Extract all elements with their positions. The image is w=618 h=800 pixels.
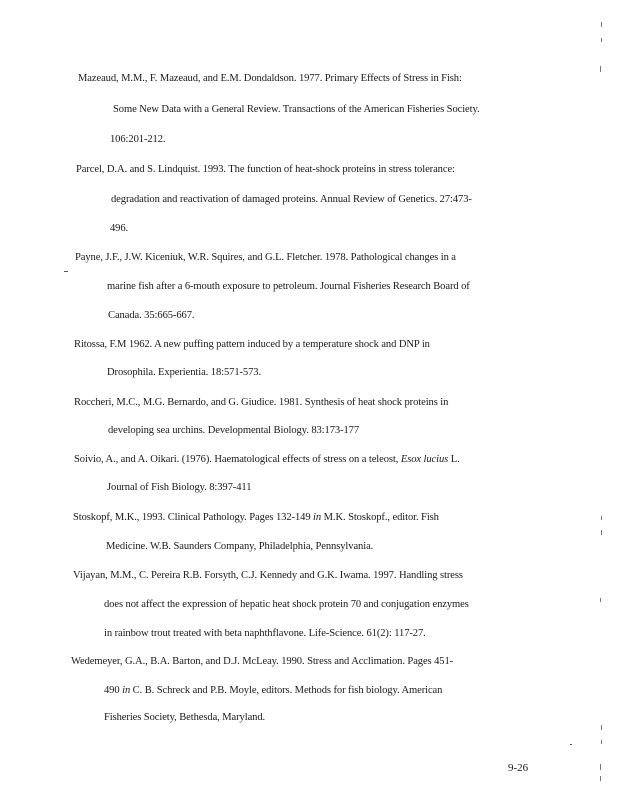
reference-line xyxy=(74,453,460,466)
page-number: 9-26 xyxy=(508,762,529,774)
scan-mark xyxy=(601,516,602,520)
reference-line: Parcel, D.A. and S. Lindquist. 1993. The function of heat-shock proteins in stress tolerance: xyxy=(76,163,455,175)
reference-text: C. B. Schreck and P.B. Moyle, editors. Methods for fish biology. American xyxy=(130,684,443,696)
reference-line: Medicine. W.B. Saunders Company, Philadelphia, Pennsylvania. xyxy=(106,540,374,552)
reference-text: in xyxy=(313,511,322,523)
reference-line: 496. xyxy=(110,222,129,234)
reference-line: Wedemeyer, G.A., B.A. Barton, and D.J. McLeay. 1990. Stress and Acclimation. Pages 451- xyxy=(71,655,454,667)
scan-mark xyxy=(600,764,601,770)
reference-line: Payne, J.F., J.W. Kiceniuk, W.R. Squires, and G.L. Fletcher. 1978. Pathological changes in a xyxy=(75,251,456,263)
scan-mark xyxy=(601,22,602,27)
scan-mark xyxy=(600,598,601,602)
scan-mark xyxy=(64,271,68,272)
reference-text: Soivio, A., and A. Oikari. (1976). Haematological effects of stress on a teleost, xyxy=(74,453,401,465)
reference-line: developing sea urchins. Developmental Biology. 83:173-177 xyxy=(108,424,360,436)
reference-line: Vijayan, M.M., C. Pereira R.B. Forsyth, C.J. Kennedy and G.K. Iwama. 1997. Handling stress xyxy=(73,569,463,581)
reference-line: marine fish after a 6-mouth exposure to petroleum. Journal Fisheries Research Board of xyxy=(107,280,470,292)
reference-line xyxy=(73,511,439,524)
reference-line: Journal of Fish Biology. 8:397-411 xyxy=(107,481,252,493)
reference-line: Fisheries Society, Bethesda, Maryland. xyxy=(104,711,266,723)
scan-mark xyxy=(601,725,602,730)
reference-line xyxy=(104,684,442,697)
scan-mark xyxy=(601,530,602,535)
reference-line: does not affect the expression of hepatic heat shock protein 70 and conjugation enzymes xyxy=(104,598,469,610)
scan-mark xyxy=(601,38,602,42)
scan-mark xyxy=(600,776,601,781)
reference-line: Canada. 35:665-667. xyxy=(108,309,195,321)
reference-line: Roccheri, M.C., M.G. Bernardo, and G. Giudice. 1981. Synthesis of heat shock proteins in xyxy=(74,396,449,408)
reference-text: 490 xyxy=(104,684,123,696)
scan-mark xyxy=(600,66,601,72)
reference-line: Ritossa, F.M 1962. A new puffing pattern induced by a temperature shock and DNP in xyxy=(74,338,430,350)
reference-text: in xyxy=(122,684,131,696)
reference-line: Some New Data with a General Review. Transactions of the American Fisheries Society. xyxy=(113,103,480,115)
reference-text: L. xyxy=(448,453,460,465)
reference-line: 106:201-212. xyxy=(110,133,166,145)
species-name: Esox lucius xyxy=(400,453,449,465)
reference-line: Drosophila. Experientia. 18:571-573. xyxy=(107,366,262,378)
reference-line: in rainbow trout treated with beta naphthflavone. Life-Science. 61(2): 117-27. xyxy=(104,627,426,639)
reference-text: M.K. Stoskopf., editor. Fish xyxy=(321,511,439,523)
reference-line: degradation and reactivation of damaged proteins. Annual Review of Genetics. 27:473- xyxy=(111,193,472,205)
reference-line: Mazeaud, M.M., F. Mazeaud, and E.M. Dondaldson. 1977. Primary Effects of Stress in Fish: xyxy=(78,72,462,84)
reference-text: Stoskopf, M.K., 1993. Clinical Pathology. Pages 132-149 xyxy=(73,511,314,523)
scan-mark xyxy=(601,740,602,744)
scan-mark xyxy=(570,744,572,745)
